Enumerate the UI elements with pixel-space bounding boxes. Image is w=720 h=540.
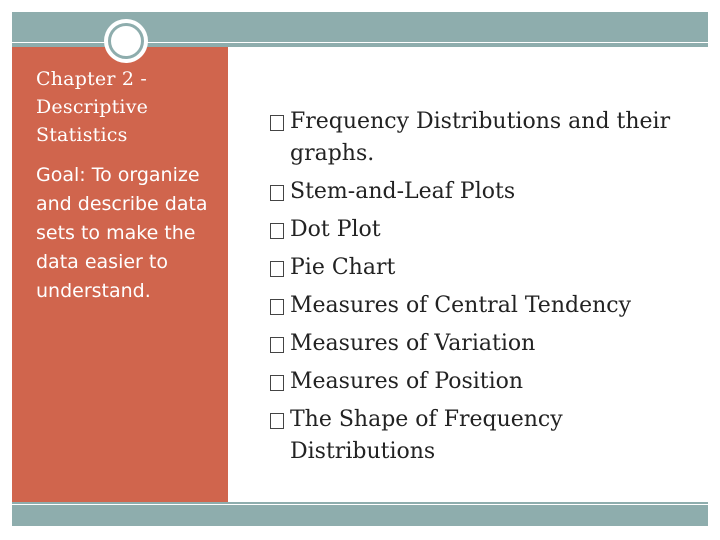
goal-text: Goal: To organize and describe data sets to make the data easier to understand. <box>36 164 208 302</box>
bullet-icon <box>270 375 284 391</box>
bullet-icon <box>270 337 284 353</box>
bullet-icon <box>270 299 284 315</box>
left-panel <box>12 47 228 502</box>
list-item <box>270 176 710 208</box>
chapter-title: Chapter 2 - Descriptive Statistics <box>36 68 149 146</box>
list-item <box>270 290 710 322</box>
slide-body <box>12 47 708 502</box>
list-item-text: Measures of Central Tendency <box>290 293 632 318</box>
list-item-text: Dot Plot <box>290 217 381 242</box>
list-item-text: Measures of Position <box>290 369 524 394</box>
list-item-text: Pie Chart <box>290 255 396 280</box>
list-item-text: Measures of Variation <box>290 331 536 356</box>
list-item <box>270 366 710 398</box>
bullet-icon <box>270 115 284 131</box>
list-item <box>270 214 710 246</box>
list-item <box>270 404 710 468</box>
list-item <box>270 252 710 284</box>
list-item-text: Frequency Distributions and their graphs. <box>290 109 671 166</box>
circle-ornament-icon <box>104 19 148 63</box>
circle-ornament-inner <box>108 23 144 59</box>
bullet-icon <box>270 261 284 277</box>
list-item <box>270 328 710 360</box>
list-item <box>270 106 710 170</box>
bullet-icon <box>270 223 284 239</box>
bottom-divider <box>12 504 708 505</box>
bullet-icon <box>270 413 284 429</box>
list-item-text: The Shape of Frequency Distributions <box>290 407 563 464</box>
bullet-icon <box>270 185 284 201</box>
topic-list <box>270 106 710 474</box>
list-item-text: Stem-and-Leaf Plots <box>290 179 516 204</box>
